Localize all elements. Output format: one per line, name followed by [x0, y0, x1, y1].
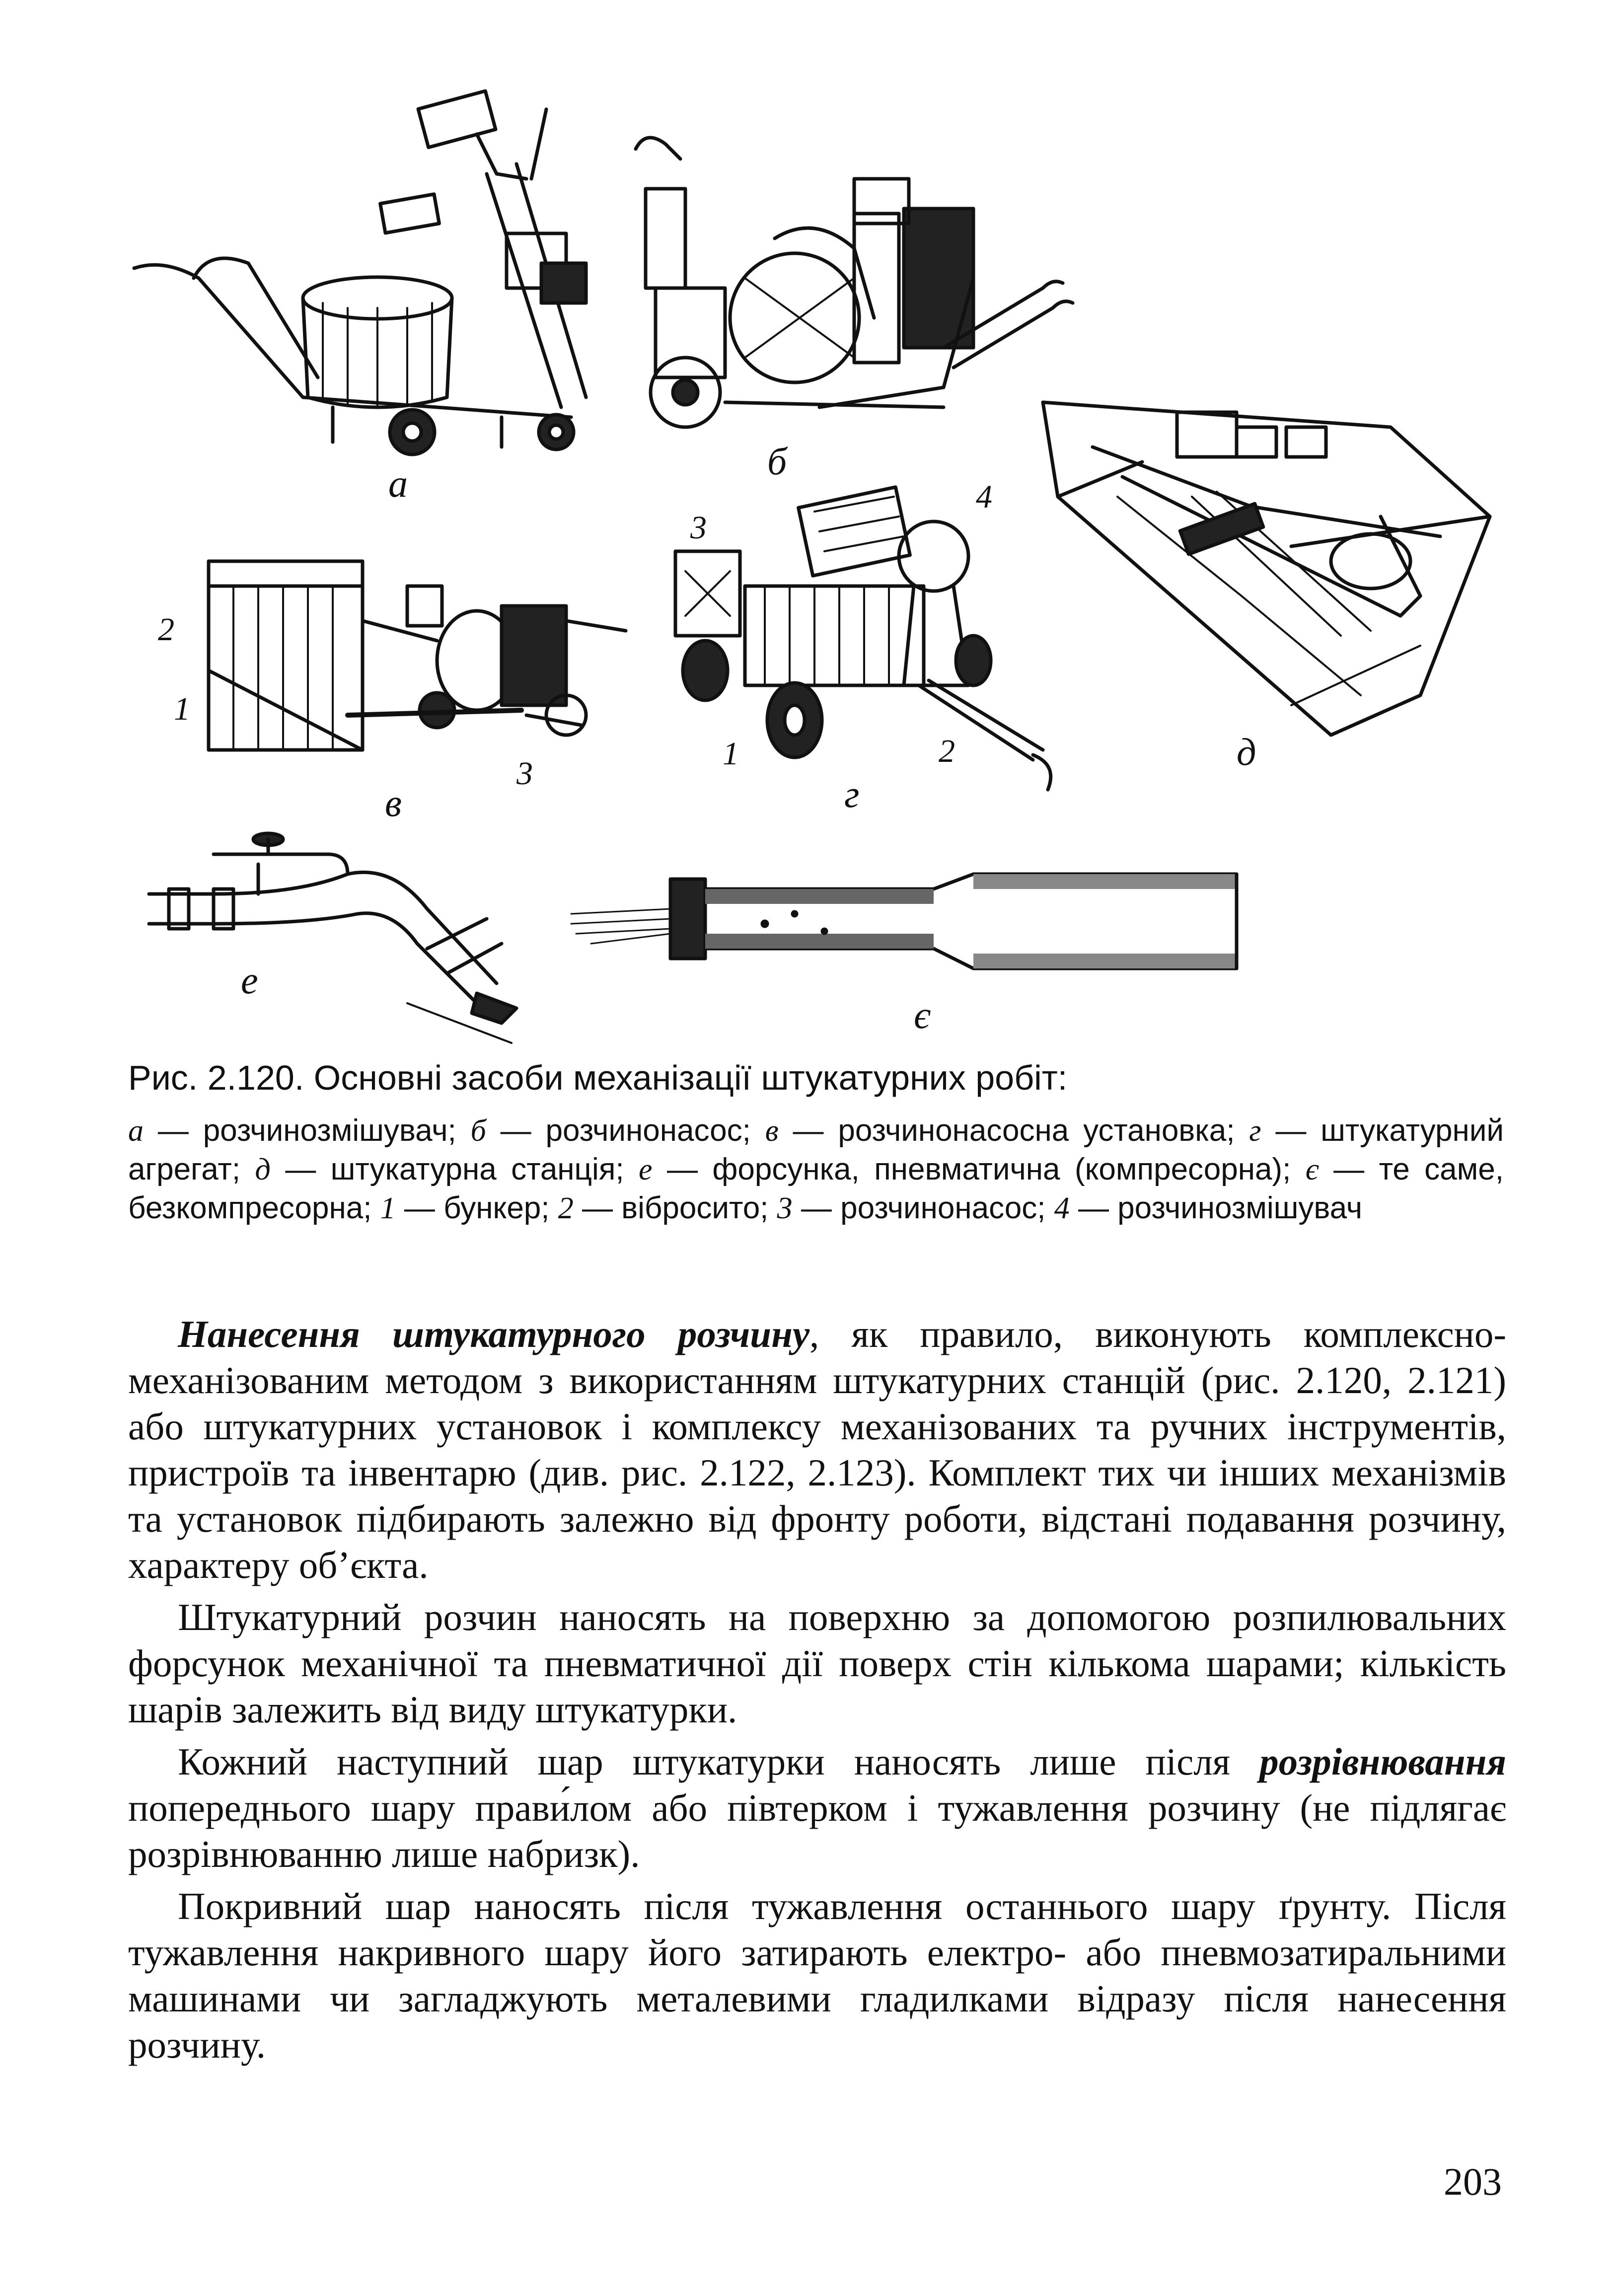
callout-g-2: 2: [939, 733, 955, 769]
paragraph-2: Штукатурний розчин наносять на поверхню за допомогою розпилювальних форсунок механічної та пневматичної дії поверх стін кількома шарами; кількість шарів залежить від виду штукатурки.: [128, 1596, 1506, 1731]
legend-text: — вібросито;: [573, 1191, 777, 1225]
callout-g-4: 4: [976, 479, 992, 515]
plaster-station-drawing: [1043, 402, 1490, 735]
legend-text: — розчинозмішувач: [1069, 1191, 1363, 1225]
legend-key: 2: [558, 1191, 574, 1225]
legend-text: — те саме, безкомпресорна;: [128, 1152, 1504, 1225]
legend-text: — штукатурна станція;: [270, 1152, 639, 1186]
figure-2-120: [0, 0, 1617, 1053]
pneumatic-nozzle-drawing: [149, 833, 516, 1043]
label-e: е: [241, 959, 258, 1002]
figure-caption: [128, 1058, 1504, 1228]
label-d: д: [1237, 730, 1256, 773]
callout-v-2: 2: [158, 611, 174, 648]
paragraph-3-text-a: Кожний наступний шар штукатурки наносять лише після: [178, 1740, 1260, 1783]
legend-text: — розчинозмішувач;: [144, 1113, 471, 1148]
term-plaster-application: Нанесення штукатурного розчину: [178, 1313, 810, 1355]
legend-key: е: [639, 1153, 653, 1186]
legend-key: а: [128, 1114, 144, 1148]
callout-g-3: 3: [690, 510, 707, 546]
legend-key: г: [1249, 1114, 1261, 1148]
term-levelling: розрівнювання: [1259, 1740, 1506, 1783]
legend-text: — розчинонасосна установка;: [778, 1113, 1250, 1148]
legend-text: — розчинонасос;: [486, 1113, 765, 1148]
paragraph-1: [128, 1311, 1506, 1588]
legend-text: — штукатурний агрегат;: [128, 1113, 1504, 1186]
paragraph-3-text-b: попереднього шару прави́лом або півтерком і тужавлення розчину (не підлягає розрівнюванню лише набризк).: [128, 1786, 1506, 1875]
page-number: 203: [1444, 2160, 1502, 2203]
legend-text: — розчинонасос;: [792, 1191, 1054, 1225]
pump-unit-drawing: [209, 561, 626, 750]
mortar-pump-drawing: [636, 138, 1073, 427]
legend-text: — бункер;: [395, 1191, 558, 1225]
label-ye: є: [914, 993, 931, 1037]
paragraph-4: Покривний шар наносять після тужавлення останнього шару ґрунту. Після тужавлення накривного шару його затирають електро- або пневмозатиральними машинами чи загладжують металевими гладилками відразу після нанесення розчину.: [128, 1885, 1506, 2066]
legend-key: д: [255, 1153, 271, 1186]
legend-text: — форсунка, пневматична (компресорна);: [652, 1152, 1306, 1186]
legend-key: 1: [380, 1191, 396, 1225]
label-a: а: [388, 462, 408, 505]
caption-legend: [128, 1111, 1504, 1228]
callout-v-3: 3: [516, 755, 533, 792]
compressorless-nozzle-drawing: [571, 874, 1237, 968]
label-b: б: [767, 440, 787, 483]
mortar-mixer-drawing: [134, 91, 586, 454]
legend-key: б: [470, 1114, 486, 1148]
label-g: г: [844, 772, 860, 815]
paragraph-3: [128, 1739, 1506, 1877]
callout-g-1: 1: [723, 736, 739, 772]
legend-key: в: [765, 1114, 779, 1148]
legend-key: 3: [777, 1191, 793, 1225]
figure-drawings: [0, 0, 1617, 1053]
legend-key: є: [1305, 1153, 1319, 1186]
paragraph-1-text: , як правило, виконують комплексно-механізованим методом з використанням штукатурних станцій (рис. 2.120, 2.121) або штукатурних установок і комплексу механізованих та ручних інструментів, пристроїв та інвентарю (див. рис. 2.122, 2.123). Комплект тих чи інших механізмів та установок підбирають залежно від фронту роботи, відстані подавання розчину, характеру об’єкта.: [128, 1313, 1506, 1586]
caption-title: Рис. 2.120. Основні засоби механізації штукатурних робіт:: [128, 1058, 1068, 1097]
callout-v-1: 1: [174, 691, 190, 727]
label-v: в: [385, 781, 402, 824]
legend-key: 4: [1054, 1191, 1070, 1225]
body-text: [128, 1311, 1506, 2074]
